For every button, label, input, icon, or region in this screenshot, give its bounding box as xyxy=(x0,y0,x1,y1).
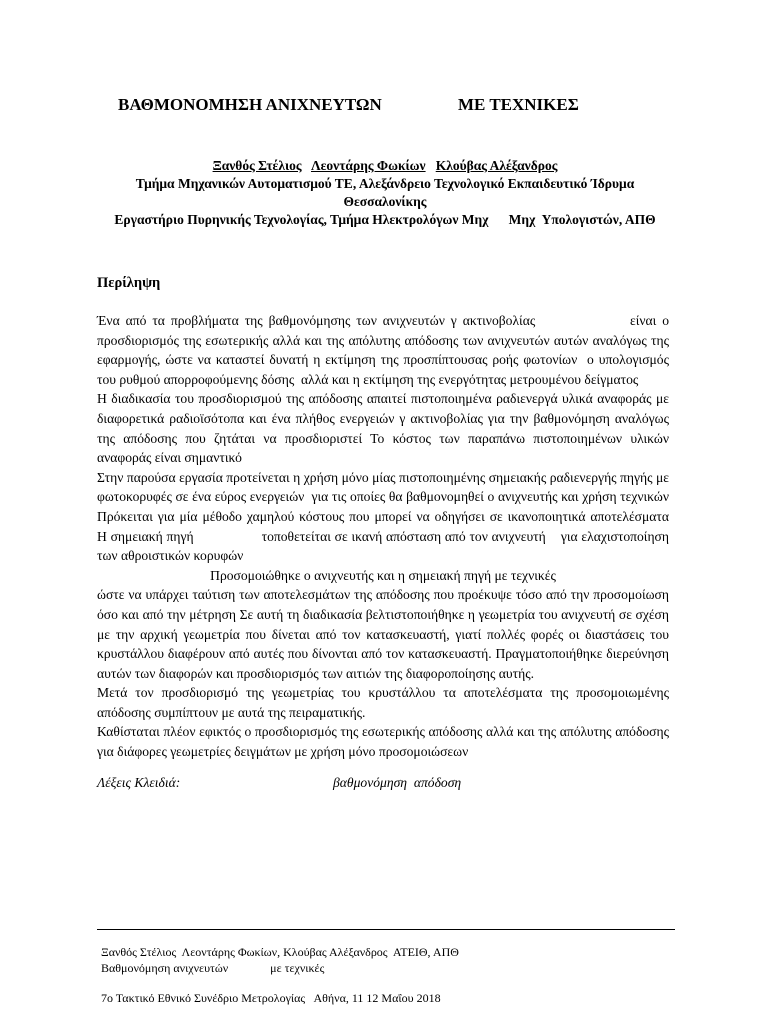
abstract-paragraph: Η διαδικασία του προσδιορισμού της απόδοσης απαιτεί πιστοποιημένα ραδιενεργά υλικά αναφοράς με διαφορετικά ραδιοϊσότοπα και ένα πλήθος ενεργειών γ ακτινοβολίας για την βαθμονόμηση αναλόγως της απόδοσης που ζητάται να προσδιοριστεί Το κόστος των παραπάνω πιστοποιημένων υλικών αναφοράς είναι σημαντικό xyxy=(97,391,669,466)
author-block xyxy=(100,157,670,229)
footer-authors: Ξανθός Στέλιος Λεοντάρης Φωκίων, Κλούβας Αλέξανδρος ΑΤΕΙΘ, ΑΠΘ xyxy=(101,945,459,959)
author-names xyxy=(100,157,670,175)
abstract-body xyxy=(97,311,737,762)
abstract-paragraph: ώστε να υπάρχει ταύτιση των αποτελεσμάτων της απόδοσης που προέκυψε τόσο από την προσομοίωση όσο και από την μέτρηση Σε αυτή τη διαδικασία βελτιστοποιήθηκε η γεωμετρία του ανιχνευτή σε σχέση με την αρχική γεωμετρία που δίνεται από τον κατασκευαστή, γιατί πολλές φορές οι διαστάσεις του κρυστάλλου διαφέρουν από αυτές που δίνονται από τον κατασκευαστή. Πραγματοποιήθηκε διερεύνηση αυτών των διαφορών και προσδιορισμός των αιτιών της διαφοροποίησης αυτής. xyxy=(97,587,669,681)
abstract-paragraph: Καθίσταται πλέον εφικτός ο προσδιορισμός της εσωτερικής απόδοσης αλλά και της απόλυτης απόδοσης για διάφορες γεωμετρίες δειγμάτων με χρήση μόνο προσομοιώσεων xyxy=(97,724,669,760)
affiliation-1: Τμήμα Μηχανικών Αυτοματισμού ΤΕ, Αλεξάνδρειο Τεχνολογικό Εκπαιδευτικό Ίδρυμα Θεσσαλονίκης xyxy=(135,176,635,209)
author-name: Λεοντάρης Φωκίων xyxy=(310,158,426,173)
affiliation-2: Εργαστήριο Πυρηνικής Τεχνολογίας, Τμήμα Ηλεκτρολόγων Μηχ Μηχ Υπολογιστών, ΑΠΘ xyxy=(114,212,656,227)
author-name: Ξανθός Στέλιος xyxy=(212,158,302,173)
abstract-paragraph: Μετά τον προσδιορισμό της γεωμετρίας του κρυστάλλου τα αποτελέσματα της προσομοιωμένης απόδοσης συμπίπτουν με αυτά της πειραματικής. xyxy=(97,685,669,720)
keywords-value: βαθμονόμηση απόδοση xyxy=(333,775,462,790)
footer-title: Βαθμονόμηση ανιχνευτών με τεχνικές xyxy=(101,961,325,975)
abstract-paragraph: Ένα από τα προβλήματα της βαθμονόμησης των ανιχνευτών γ ακτινοβολίας είναι ο προσδιορισμός της εσωτερικής αλλά και της απόλυτης απόδοσης των ανιχνευτών αυτών αναλόγως της εφαρμογής, ώστε να καταστεί δυνατή η εκτίμηση της προσπίπτουσας ροής φωτονίων ο υπολογισμός του ρυθμού απορροφούμενης δόσης αλλά και η εκτίμηση της ενεργότητας μετρουμένου δείγματος xyxy=(97,313,673,387)
footer-block xyxy=(101,944,459,976)
abstract-heading: Περίληψη xyxy=(97,275,161,291)
keywords-line xyxy=(97,775,669,791)
title-part-1: ΒΑΘΜΟΝΟΜΗΣΗ ΑΝΙΧΝΕΥΤΩΝ xyxy=(118,95,382,114)
footer-divider xyxy=(97,929,675,930)
title-part-2: ΜΕ ΤΕΧΝΙΚΕΣ xyxy=(458,95,579,114)
author-name: Κλούβας Αλέξανδρος xyxy=(435,158,558,173)
abstract-paragraph: Στην παρούσα εργασία προτείνεται η χρήση μόνο μίας πιστοποιημένης σημειακής ραδιενεργής πηγής με φωτοκορυφές σε ένα εύρος ενεργειών για τις οποίες θα βαθμονομηθεί ο ανιχνευτής και χρήση τεχνικών Πρόκειται για μία μέθοδο χαμηλού κόστους που μπορεί να οδηγήσει σε ικανοποιητικά αποτελέσματα Η σημειακή πηγή τοποθετείται σε ικανή απόσταση από τον ανιχνευτή για ελαχιστοποίηση των αθροιστικών κορυφών xyxy=(97,469,737,564)
keywords-label: Λέξεις Κλειδιά: xyxy=(97,775,181,790)
footer-conference: 7ο Τακτικό Εθνικό Συνέδριο Μετρολογίας Αθήνα, 11 12 Μαΐου 2018 xyxy=(101,991,441,1005)
abstract-centered-line: Προσομοιώθηκε ο ανιχνευτής και η σημειακή πηγή με τεχνικές xyxy=(210,567,556,583)
